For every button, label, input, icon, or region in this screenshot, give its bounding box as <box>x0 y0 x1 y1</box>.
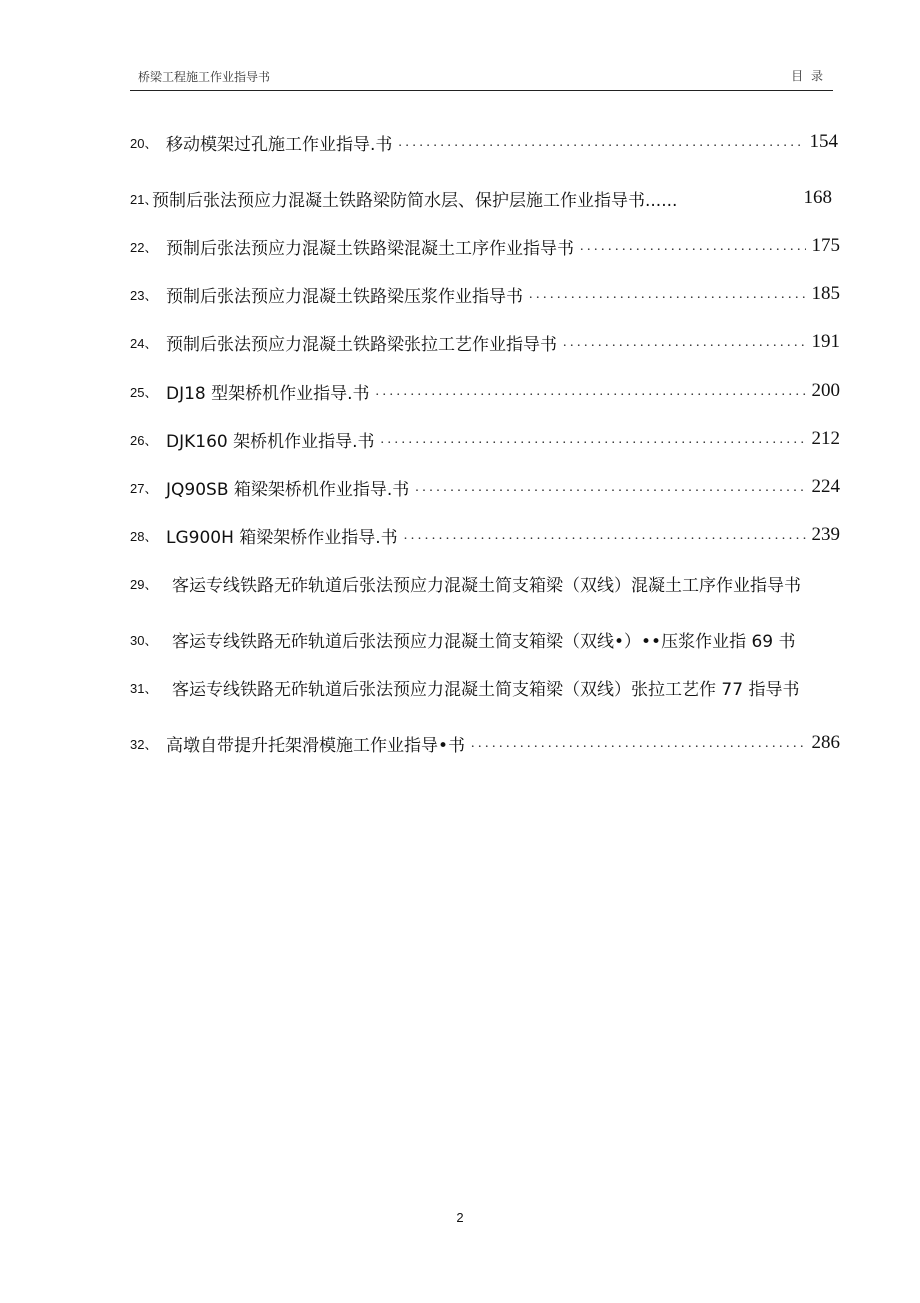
entry-title: 客运专线铁路无砟轨道后张法预应力混凝土简支箱梁（双线）混凝土工序作业指导书 <box>172 575 801 596</box>
entry-page: 154 <box>809 131 838 152</box>
entry-title: 预制后张法预应力混凝土铁路梁压浆作业指导书 <box>166 286 523 307</box>
page-header <box>130 64 833 91</box>
entry-title: 客运专线铁路无砟轨道后张法预应力混凝土简支箱梁（双线•）••压浆作业指 69 书 <box>172 631 796 652</box>
entry-page: 212 <box>811 428 840 449</box>
entry-page: 175 <box>811 235 840 256</box>
entry-number: 28、 <box>130 528 158 544</box>
leader-dots <box>398 133 803 151</box>
entry-title: 预制后张法预应力混凝土铁路梁混凝土工序作业指导书 <box>166 238 574 259</box>
section-title: 目 录 <box>791 69 825 83</box>
entry-number: 30、 <box>130 632 158 648</box>
entry-number: 25、 <box>130 384 158 400</box>
entry-number: 27、 <box>130 480 158 496</box>
toc-entry[interactable] <box>130 233 840 259</box>
entry-title: 客运专线铁路无砟轨道后张法预应力混凝土简支箱梁（双线）张拉工艺作 77 指导书 <box>172 679 800 700</box>
entry-title: DJK160 架桥机作业指导.书 <box>166 431 375 452</box>
toc-entry[interactable] <box>130 329 840 355</box>
entry-title: JQ90SB 箱梁架桥机作业指导.书 <box>166 479 410 500</box>
leader-dots <box>381 430 806 448</box>
toc-entry[interactable] <box>130 570 890 596</box>
page-number: 2 <box>456 1210 464 1225</box>
leader-dots <box>404 526 806 544</box>
entry-title: 预制后张法预应力混凝土铁路梁防简水层、保护层施工作业指导书...... <box>152 190 678 211</box>
entry-number: 20、 <box>130 135 158 151</box>
toc-entry[interactable] <box>130 129 838 155</box>
toc-entry[interactable] <box>130 281 840 307</box>
leader-dots <box>580 237 806 255</box>
entry-page: 168 <box>803 187 832 208</box>
toc-entry[interactable] <box>130 730 840 756</box>
entry-page: 191 <box>811 331 840 352</box>
entry-number: 26、 <box>130 432 158 448</box>
entry-title: 移动模架过孔施工作业指导.书 <box>166 134 393 155</box>
leader-dots <box>529 285 806 303</box>
entry-number: 24、 <box>130 335 158 351</box>
toc-entry[interactable] <box>130 426 840 452</box>
entry-number: 32、 <box>130 736 158 752</box>
toc-entry[interactable] <box>130 674 890 700</box>
entry-title: 预制后张法预应力混凝土铁路梁张拉工艺作业指导书 <box>166 334 557 355</box>
toc-entry[interactable] <box>130 378 840 404</box>
leader-dots <box>415 478 805 496</box>
entry-page: 200 <box>811 380 840 401</box>
leader-dots <box>376 382 806 400</box>
entry-number: 22、 <box>130 239 158 255</box>
leader-dots <box>471 734 805 752</box>
entry-number: 31、 <box>130 680 158 696</box>
toc-entry[interactable] <box>130 626 890 652</box>
document-title: 桥梁工程施工作业指导书 <box>138 70 271 84</box>
entry-title: 高墩自带提升托架滑模施工作业指导•书 <box>166 735 466 756</box>
entry-page: 224 <box>811 476 840 497</box>
toc-entry[interactable] <box>130 474 840 500</box>
toc-entry[interactable] <box>130 185 832 211</box>
toc-entry[interactable] <box>130 522 840 548</box>
entry-title: LG900H 箱梁架桥作业指导.书 <box>166 527 398 548</box>
entry-page: 286 <box>811 732 840 753</box>
entry-number: 21、 <box>130 191 158 207</box>
entry-page: 239 <box>811 524 840 545</box>
entry-page: 185 <box>811 283 840 304</box>
entry-title: DJ18 型架桥机作业指导.书 <box>166 383 370 404</box>
entry-number: 29、 <box>130 576 158 592</box>
leader-dots <box>563 333 806 351</box>
entry-number: 23、 <box>130 287 158 303</box>
